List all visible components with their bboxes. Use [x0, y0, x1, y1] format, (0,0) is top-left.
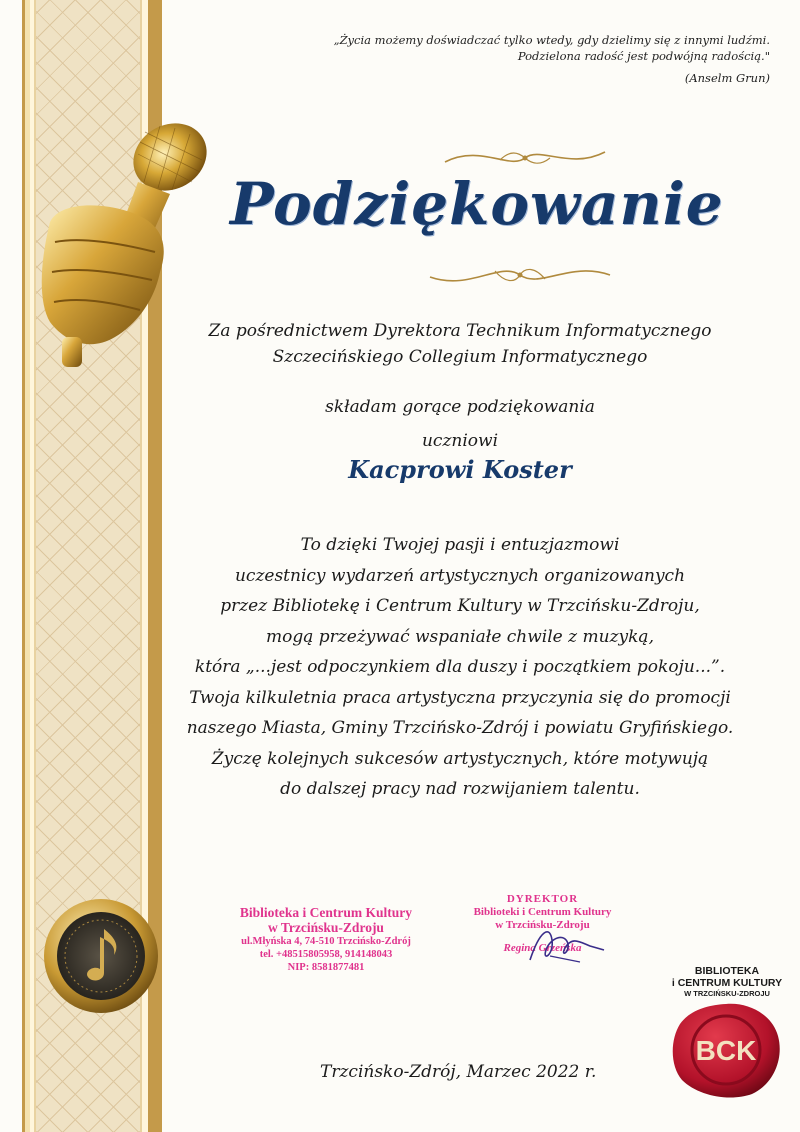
music-note-medallion-icon: [42, 897, 160, 1015]
thanks-line: składam gorące podziękowania: [325, 397, 595, 417]
to-student-line: uczniowi: [421, 431, 499, 451]
message-block: [170, 530, 750, 805]
bck-logo-text: [670, 965, 784, 999]
institution-phone: tel. +48515805958, 914148043: [259, 949, 393, 960]
seal-text: BCK: [695, 1035, 757, 1066]
message-line: która „...jest odpoczynkiem dla duszy i początkiem pokoju...”.: [194, 657, 726, 677]
message-line: do dalszej pracy nad rozwijaniem talentu.: [280, 779, 640, 799]
director-inst-2: w Trzcińsku-Zdroju: [495, 919, 590, 931]
intro-line-2: Szczecińskiego Collegium Informatycznego: [272, 347, 648, 367]
message-line: Życzę kolejnych sukcesów artystycznych, które motywują: [211, 748, 709, 769]
message-line: To dzięki Twojej pasji i entuzjazmowi: [300, 535, 620, 555]
recipient-name: Kacprowi Koster: [348, 455, 572, 484]
institution-nip: NIP: 8581877481: [287, 962, 365, 973]
message-line: mogą przeżywać wspaniałe chwile z muzyką,: [266, 626, 654, 647]
quote-author: (Anselm Grun): [684, 71, 770, 85]
intro-line-1: Za pośrednictwem Dyrektora Technikum Informatycznego: [208, 321, 712, 341]
director-name: Regina Grzeńska: [503, 942, 582, 954]
message-line: uczestnicy wydarzeń artystycznych organizowanych: [234, 565, 686, 586]
wax-seal-logo-icon: [668, 1000, 784, 1100]
institution-name-2: w Trzcińsku-Zdroju: [268, 920, 384, 935]
intro-block: [170, 318, 750, 370]
institution-stamp: [226, 905, 426, 974]
bottom-flourish-icon: [420, 255, 620, 295]
quote-block: [290, 32, 770, 86]
message-line: naszego Miasta, Gminy Trzcińsko-Zdrój i powiatu Gryfińskiego.: [186, 718, 734, 738]
institution-name-1: Biblioteka i Centrum Kultury: [239, 905, 413, 920]
director-inst-1: Biblioteki i Centrum Kultury: [473, 906, 612, 918]
director-signature: [520, 920, 610, 970]
logo-line-1: BIBLIOTEKA: [694, 965, 760, 977]
director-role: DYREKTOR: [506, 893, 579, 905]
message-line: przez Bibliotekę i Centrum Kultury w Trzcińsku-Zdroju,: [220, 596, 700, 616]
certificate-title: Podziękowanie: [230, 170, 724, 238]
quote-line-1: „Życia możemy doświadczać tylko wtedy, gdy dzielimy się z innymi ludźmi.: [333, 33, 770, 47]
logo-line-2: i CENTRUM KULTURY: [671, 977, 783, 989]
message-line: Twoja kilkuletnia praca artystyczna przyczynia się do promocji: [189, 687, 731, 708]
institution-address: ul.Młyńska 4, 74-510 Trzcińsko-Zdrój: [241, 936, 411, 947]
logo-line-3: W TRZCIŃSKU-ZDROJU: [684, 989, 770, 998]
place-and-date: Trzcińsko-Zdrój, Marzec 2022 r.: [320, 1062, 597, 1082]
quote-line-2: Podzielona radość jest podwójną radością.": [517, 49, 770, 63]
